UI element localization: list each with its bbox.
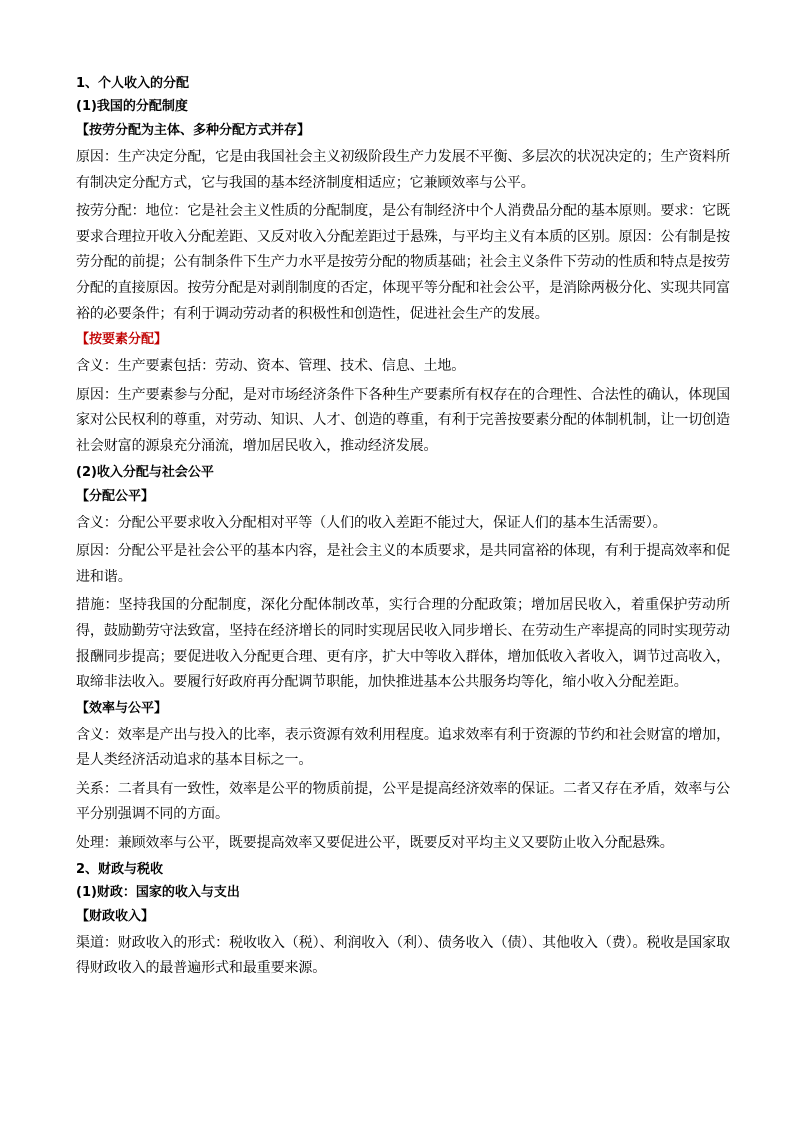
paragraph-fairness-reason: 原因：分配公平是社会公平的基本内容，是社会主义的本质要求，是共同富裕的体现，有利于提高效率和促进和谐。 bbox=[76, 543, 730, 585]
paragraph-fairness-measures: 措施：坚持我国的分配制度，深化分配体制改革，实行合理的分配政策；增加居民收入，着重保护劳动所得，鼓励勤劳守法致富，坚持在经济增长的同时实现居民收入同步增长、在劳动生产率提高的同时实现劳动报酬同步提高；要促进收入分配更合理、更有序，扩大中等收入群体，增加低收入者收入，调节过高收入，取缔非法收入。要履行好政府再分配调节职能，加快推进基本公共服务均等化，缩小收入分配差距。 bbox=[76, 597, 730, 691]
paragraph-revenue-channels: 渠道：财政收入的形式：税收收入（税）、利润收入（利）、债务收入（债）、其他收入（费）。税收是国家取得财政收入的最普遍形式和最重要来源。 bbox=[76, 934, 730, 977]
paragraph-efficiency-handling: 处理：兼顾效率与公平，既要提高效率又要促进公平，既要反对平均主义又要防止收入分配悬殊。 bbox=[76, 835, 674, 852]
paragraph-reason: 原因：生产决定分配，它是由我国社会主义初级阶段生产力发展不平衡、多层次的状况决定的；生产资料所有制决定分配方式，它与我国的基本经济制度相适应；它兼顾效率与公平。 bbox=[76, 149, 730, 191]
subsection-heading-distribution-system: (1)我国的分配制度 bbox=[76, 99, 188, 114]
topic-heading-factor-distribution: 【按要素分配】 bbox=[76, 332, 168, 348]
section-heading-income-distribution: 1、个人收入的分配 bbox=[76, 76, 190, 91]
subsection-heading-finance: (1)财政：国家的收入与支出 bbox=[76, 884, 240, 900]
topic-heading-fiscal-revenue: 【财政收入】 bbox=[76, 908, 155, 924]
section-heading-finance-tax: 2、财政与税收 bbox=[76, 861, 164, 877]
paragraph-efficiency-meaning: 含义：效率是产出与投入的比率，表示资源有效利用程度。追求效率有利于资源的节约和社会财富的增加，是人类经济活动追求的基本目标之一。 bbox=[76, 726, 730, 769]
paragraph-factor-meaning: 含义：生产要素包括：劳动、资本、管理、技术、信息、土地。 bbox=[76, 358, 466, 375]
paragraph-distribution-by-labor: 按劳分配：地位：它是社会主义性质的分配制度，是公有制经济中个人消费品分配的基本原则。要求：它既要求合理拉开收入分配差距、又反对收入分配差距过于悬殊，与平均主义有本质的区别。原因：公有制是按劳分配的前提；公有制条件下生产力水平是按劳分配的物质基础；社会主义条件下劳动的性质和特点是按劳分配的直接原因。按劳分配是对剥削制度的否定，体现平等分配和社会公平，是消除两极分化、实现共同富裕的必要条件；有利于调动劳动者的积极性和创造性，促进社会生产的发展。 bbox=[76, 203, 730, 322]
paragraph-factor-reason: 原因：生产要素参与分配，是对市场经济条件下各种生产要素所有权存在的合理性、合法性的确认，体现国家对公民权利的尊重，对劳动、知识、人才、创造的尊重，有利于完善按要素分配的体制机制，让一切创造社会财富的源泉充分涌流，增加居民收入，推动经济发展。 bbox=[76, 386, 730, 454]
paragraph-efficiency-relation: 关系：二者具有一致性，效率是公平的物质前提，公平是提高经济效率的保证。二者又存在矛盾，效率与公平分别强调不同的方面。 bbox=[76, 780, 730, 823]
paragraph-fairness-meaning: 含义：分配公平要求收入分配相对平等（人们的收入差距不能过大，保证人们的基本生活需要）。 bbox=[76, 514, 667, 531]
document-page bbox=[76, 74, 730, 985]
topic-heading-efficiency-fairness: 【效率与公平】 bbox=[76, 700, 168, 716]
subsection-heading-income-fairness: (2)收入分配与社会公平 bbox=[76, 464, 214, 480]
topic-heading-distribution-fairness: 【分配公平】 bbox=[76, 488, 155, 504]
topic-heading-labor-distribution: 【按劳分配为主体、多种分配方式并存】 bbox=[76, 123, 311, 138]
